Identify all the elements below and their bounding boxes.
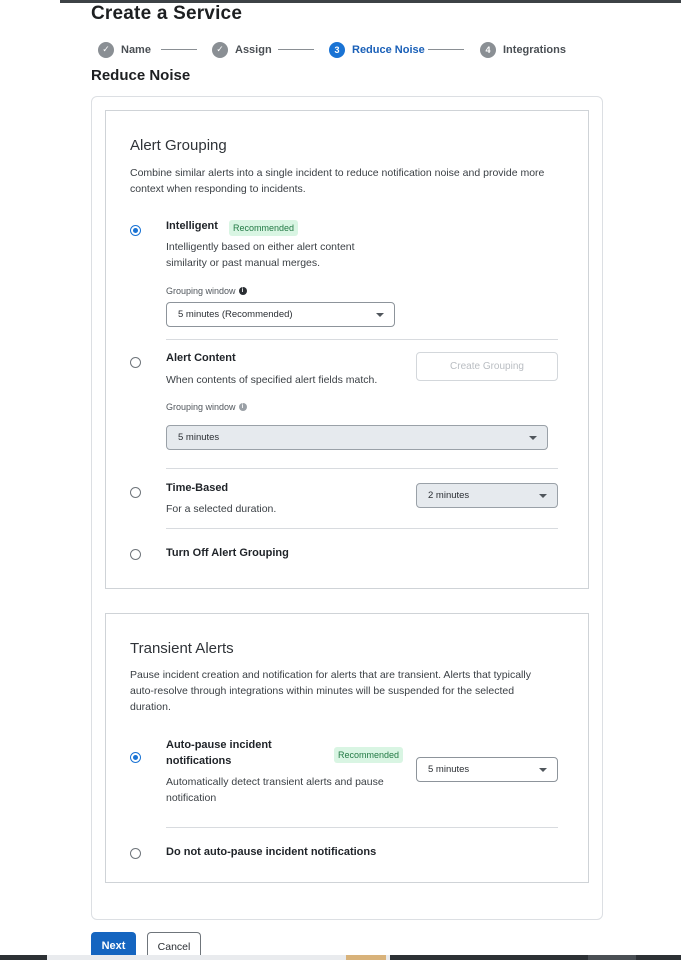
select-value: 2 minutes [428,490,470,501]
intelligent-title: Intelligent [166,220,218,232]
alert-content-description: When contents of specified alert fields match. [166,374,378,386]
intelligent-window-select[interactable] [166,302,395,327]
no-auto-pause-title: Do not auto-pause incident notifications [166,846,377,858]
select-value: 5 minutes [428,764,470,775]
step-label: Integrations [503,43,566,56]
grouping-window-label [166,402,247,412]
section-heading: Reduce Noise [91,67,191,84]
grouping-window-label-text: Grouping window [166,402,236,412]
info-icon[interactable]: i [239,403,247,411]
intelligent-description: Intelligently based on either alert content similarity or past manual merges. [166,241,355,269]
step-assign[interactable] [212,41,272,58]
divider [166,827,558,828]
alert-content-title: Alert Content [166,352,236,364]
step-number-icon: 3 [329,42,345,58]
check-icon: ✓ [98,42,114,58]
step-label: Reduce Noise [352,43,425,56]
alert-content-radio[interactable] [130,357,141,368]
step-number-icon: 4 [480,42,496,58]
chevron-down-icon [529,436,537,440]
auto-pause-description: Automatically detect transient alerts and pause notification [166,776,384,804]
divider [166,468,558,469]
auto-pause-radio[interactable] [130,752,141,763]
recommended-badge: Recommended [334,747,403,763]
page-title: Create a Service [91,3,243,24]
alert-content-window-select[interactable] [166,425,548,450]
taskbar-strip [0,955,681,960]
time-based-description: For a selected duration. [166,503,277,515]
step-connector [428,49,464,50]
step-integrations[interactable] [480,41,566,58]
select-value: 5 minutes (Recommended) [178,309,293,320]
time-based-duration-select[interactable] [416,483,558,508]
chevron-down-icon [376,313,384,317]
create-grouping-button[interactable]: Create Grouping [416,352,558,381]
stepper [98,41,578,59]
grouping-window-label-text: Grouping window [166,286,236,296]
transient-alerts-description: Pause incident creation and notification for alerts that are transient. Alerts that typically auto-resolve through integrations within minutes will be suspended for the selected duration. [130,669,531,713]
step-name[interactable] [98,41,151,58]
step-connector [278,49,314,50]
divider [166,528,558,529]
divider [166,339,558,340]
select-value: 5 minutes [178,432,220,443]
chevron-down-icon [539,494,547,498]
cancel-button[interactable]: Cancel [147,932,201,960]
turn-off-grouping-radio[interactable] [130,549,141,560]
intelligent-radio[interactable] [130,225,141,236]
turn-off-grouping-title: Turn Off Alert Grouping [166,547,289,559]
no-auto-pause-radio[interactable] [130,848,141,859]
auto-pause-title: Auto-pause incident notifications [166,739,272,767]
recommended-badge: Recommended [229,220,298,236]
step-label: Name [121,43,151,56]
step-reduce-noise[interactable] [329,41,425,58]
step-connector [161,49,197,50]
grouping-window-label [166,286,247,296]
time-based-radio[interactable] [130,487,141,498]
auto-pause-duration-select[interactable] [416,757,558,782]
alert-grouping-title: Alert Grouping [130,137,227,154]
step-label: Assign [235,43,272,56]
chevron-down-icon [539,768,547,772]
alert-grouping-description: Combine similar alerts into a single incident to reduce notification noise and provide more context when responding to incidents. [130,167,545,195]
next-button[interactable]: Next [91,932,136,960]
transient-alerts-title: Transient Alerts [130,640,234,657]
time-based-title: Time-Based [166,482,229,494]
info-icon[interactable]: i [239,287,247,295]
check-icon: ✓ [212,42,228,58]
